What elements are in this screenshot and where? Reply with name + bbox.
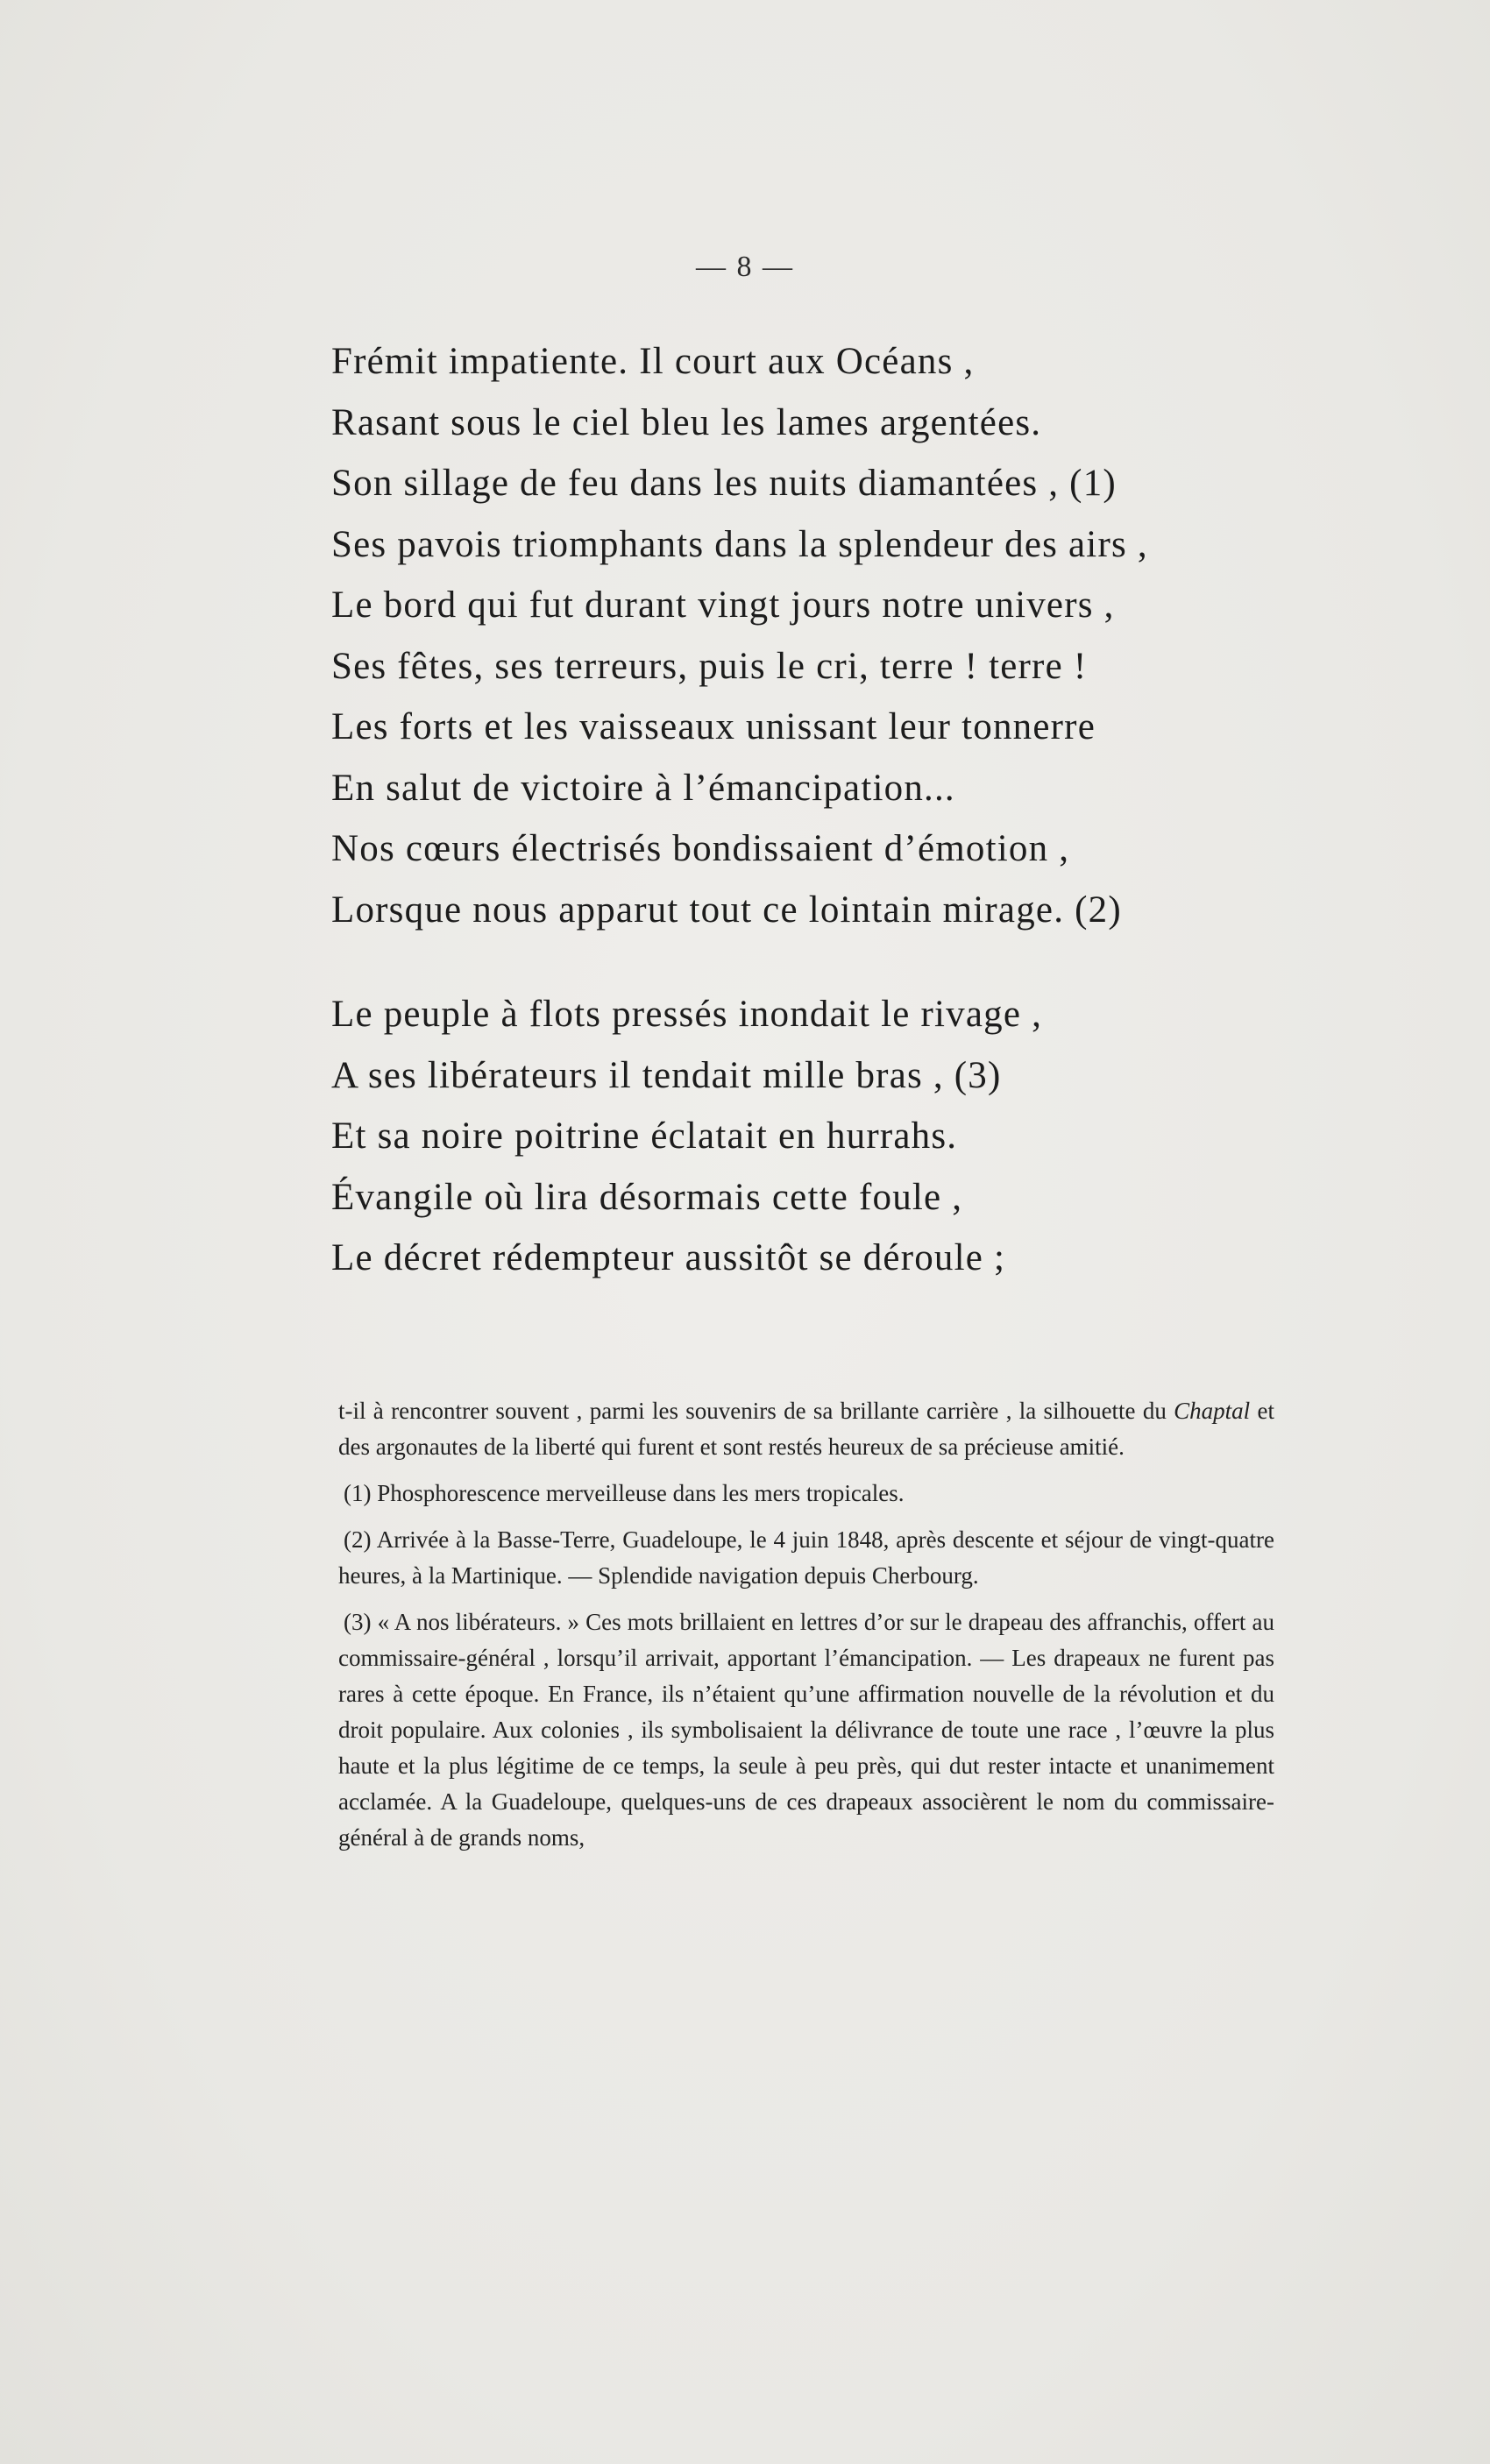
poem-line: Lorsque nous apparut tout ce lointain mirage. (2) [331,889,1122,931]
page-number: — 8 — [696,251,794,283]
footnotes [338,1393,1274,1866]
poem-stanza-1 [331,331,1295,940]
poem-line: Nos cœurs électrisés bondissaient d’émotion , [331,828,1070,869]
poem-line: Évangile où lira désormais cette foule , [331,1176,963,1218]
poem-line: Frémit impatiente. Il court aux Océans , [331,341,975,382]
poem-line: Son sillage de feu dans les nuits diamantées , (1) [331,463,1117,504]
poem-line: Le bord qui fut durant vingt jours notre univers , [331,584,1115,626]
poem-line: Le peuple à flots pressés inondait le rivage , [331,994,1043,1035]
poem-line: Ses pavois triomphants dans la splendeur des airs , [331,523,1148,565]
footnote-continuation-text: et des argonautes de la liberté qui furent et sont restés heureux de sa précieuse amitié. [338,1398,1274,1460]
poem-line: Les forts et les vaisseaux unissant leur tonnerre [331,706,1096,747]
footnote-2: (2) Arrivée à la Basse-Terre, Guadeloupe, le 4 juin 1848, après descente et séjour de vingt-quatre heures, à la Martinique. — Splendide navigation depuis Cherbourg. [338,1526,1274,1589]
footnote-continuation [338,1393,1274,1465]
footnote-continuation-text: t-il à rencontrer souvent , parmi les souvenirs de sa brillante carrière , la silhouette du [338,1398,1167,1424]
poem [331,331,1295,1289]
poem-line: Et sa noire poitrine éclatait en hurrahs. [331,1115,958,1157]
ship-name: Chaptal [1174,1398,1251,1424]
stanza-gap [331,940,1295,984]
poem-line: Le décret rédempteur aussitôt se déroule ; [331,1237,1006,1278]
poem-line: Rasant sous le ciel bleu les lames argentées. [331,401,1042,443]
footnote-3: (3) « A nos libérateurs. » Ces mots brillaient en lettres d’or sur le drapeau des affranchis, offert au commissaire-général , lorsqu’il arrivait, apportant l’émancipation. — Les drapeaux ne furent pas rares à cette époque. En France, ils n’étaient qu’une affirmation nouvelle de la révolution et du droit populaire. Aux colonies , ils symbolisaient la délivrance de toute une race , l’œuvre la plus haute et la plus légitime de ce temps, la seule à peu près, qui dut rester intacte et unanimement acclamée. A la Guadeloupe, quelques-uns de ces drapeaux associèrent le nom du commissaire-général à de grands noms, [338,1609,1274,1851]
poem-line: A ses libérateurs il tendait mille bras , (3) [331,1054,1002,1096]
footnote-1: (1) Phosphorescence merveilleuse dans les mers tropicales. [344,1480,905,1506]
poem-line: En salut de victoire à l’émancipation... [331,767,955,809]
poem-line: Ses fêtes, ses terreurs, puis le cri, terre ! terre ! [331,645,1088,687]
poem-stanza-2 [331,984,1295,1289]
